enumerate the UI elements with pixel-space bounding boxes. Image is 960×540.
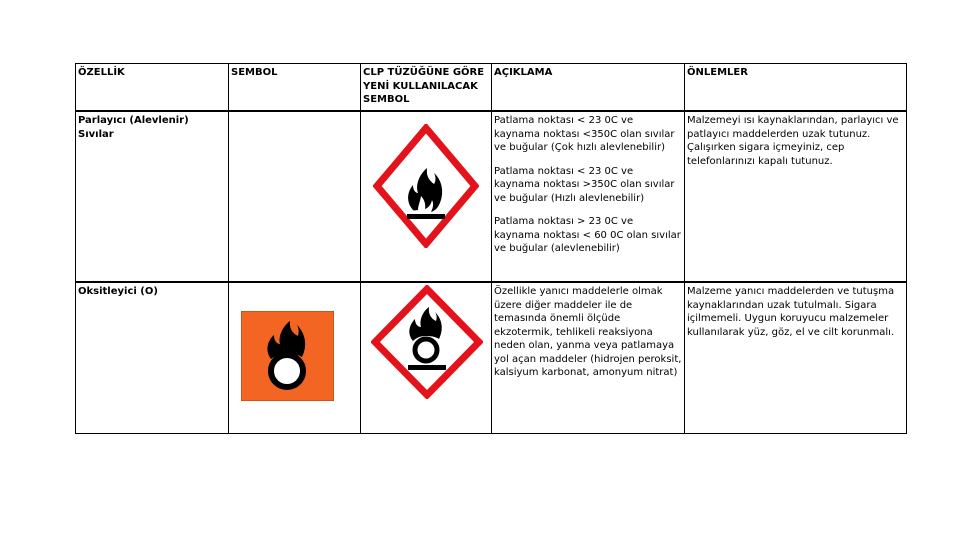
description-paragraph: Özellikle yanıcı maddelerle olmak üzere diğer maddeler ile de temasında önemli ölçüde ekzotermik, tehlikeli reaksiyona neden olan, yanma veya patlamaya yol açan maddeler (hidrojen peroksit, kalsiyum karbonat, amonyum nitrat)	[494, 286, 682, 378]
header-clp-symbol: CLP TÜZÜĞÜNE GÖRE YENİ KULLANILACAK SEMBOL	[361, 64, 492, 112]
table-row	[76, 282, 907, 434]
property-cell: Parlayıcı (Alevlenir) Sıvılar	[76, 111, 229, 282]
symbol-cell	[229, 282, 361, 434]
description-paragraph: Patlama noktası < 23 0C ve kaynama noktası <350C olan sıvılar ve buğular (Çok hızlı alevlenebilir)	[494, 115, 675, 153]
header-description: AÇIKLAMA	[492, 64, 685, 112]
hazard-table	[75, 63, 907, 434]
symbol-cell	[229, 111, 361, 282]
header-precautions: ÖNLEMLER	[685, 64, 907, 112]
description-paragraph: Patlama noktası > 23 0C ve kaynama noktası < 60 0C olan sıvılar ve buğular (alevlenebilir)	[494, 216, 681, 254]
header-property: ÖZELLİK	[76, 64, 229, 112]
description-paragraph: Patlama noktası < 23 0C ve kaynama noktası >350C olan sıvılar ve buğular (Hızlı alevlenebilir)	[494, 165, 675, 204]
property-cell: Oksitleyici (O)	[76, 282, 229, 434]
description-cell	[492, 111, 685, 282]
ghs-flame-icon	[373, 124, 479, 248]
table-row	[76, 111, 907, 282]
precautions-cell: Malzemeyi ısı kaynaklarından, parlayıcı ve patlayıcı maddelerden uzak tutunuz. Çalışırken sigara içmeyiniz, cep telefonlarınızı kapalı tutunuz.	[685, 111, 907, 282]
description-cell	[492, 282, 685, 434]
header-row	[76, 64, 907, 112]
clp-symbol-cell	[361, 282, 492, 434]
orange-oxidizer-icon	[241, 311, 334, 401]
header-symbol: SEMBOL	[229, 64, 361, 112]
ghs-flame-over-circle-icon	[371, 285, 483, 399]
clp-symbol-cell	[361, 111, 492, 282]
precautions-cell: Malzeme yanıcı maddelerden ve tutuşma kaynaklarından uzak tutulmalı. Sigara içilmemeli. Uygun koruyucu malzemeler kullanılarak yüz, göz, el ve cilt korunmalı.	[685, 282, 907, 434]
